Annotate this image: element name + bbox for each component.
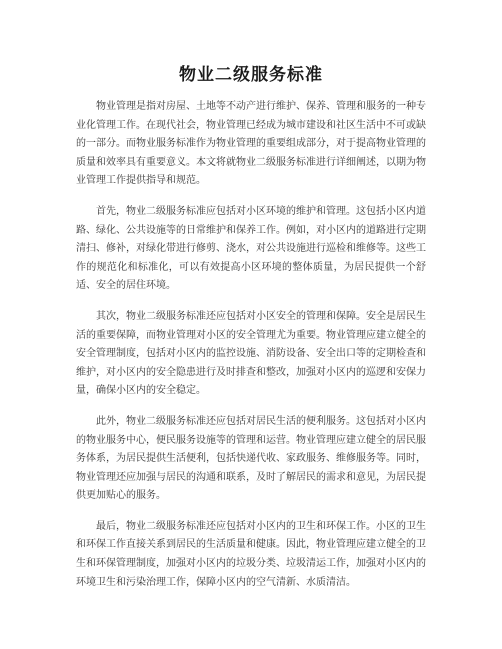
paragraph-hygiene: 最后，物业二级服务标准还应包括对小区内的卫生和环保工作。小区的卫生和环保工作直接关系到居民的生活质量和健康。因此，物业管理应建立健全的卫生和环保管理制度，加强对小区内的垃圾分类、垃圾清运工作，加强对小区内的环境卫生和污染治理工作，保障小区内的空气清新、水质清洁。 xyxy=(76,520,426,588)
paragraph-environment: 首先，物业二级服务标准应包括对小区环境的维护和管理。这包括小区内道路、绿化、公共设施等的日常维护和保养工作。例如，对小区内的道路进行定期清扫、修补，对绿化带进行修剪、浇水，对公共设施进行巡检和维修等。这些工作的规范化和标准化，可以有效提高小区环境的整体质量，为居民提供一个舒适、安全的居住环境。 xyxy=(76,205,426,292)
document-body xyxy=(76,98,426,604)
paragraph-convenience: 此外，物业二级服务标准还应包括对居民生活的便利服务。这包括对小区内的物业服务中心，便民服务设施等的管理和运营。物业管理应建立健全的居民服务体系，为居民提供生活便利，包括快递代收、家政服务、维修服务等。同时，物业管理还应加强与居民的沟通和联系，及时了解居民的需求和意见，为居民提供更加贴心的服务。 xyxy=(76,415,426,502)
document-title: 物业二级服务标准 xyxy=(179,65,323,85)
paragraph-intro: 物业管理是指对房屋、土地等不动产进行维护、保养、管理和服务的一种专业化管理工作。在现代社会，物业管理已经成为城市建设和社区生活中不可或缺的一部分。而物业服务标准作为物业管理的重要组成部分，对于提高物业管理的质量和效率具有重要意义。本文将就物业二级服务标准进行详细阐述，以期为物业管理工作提供指导和规范。 xyxy=(76,101,426,187)
paragraph-safety: 其次，物业二级服务标准还应包括对小区安全的管理和保障。安全是居民生活的重要保障，而物业管理对小区的安全管理尤为重要。物业管理应建立健全的安全管理制度，包括对小区内的监控设施、消防设备、安全出口等的定期检查和维护，对小区内的安全隐患进行及时排查和整改，加强对小区内的巡逻和安保力量，确保小区内的安全稳定。 xyxy=(76,310,426,397)
